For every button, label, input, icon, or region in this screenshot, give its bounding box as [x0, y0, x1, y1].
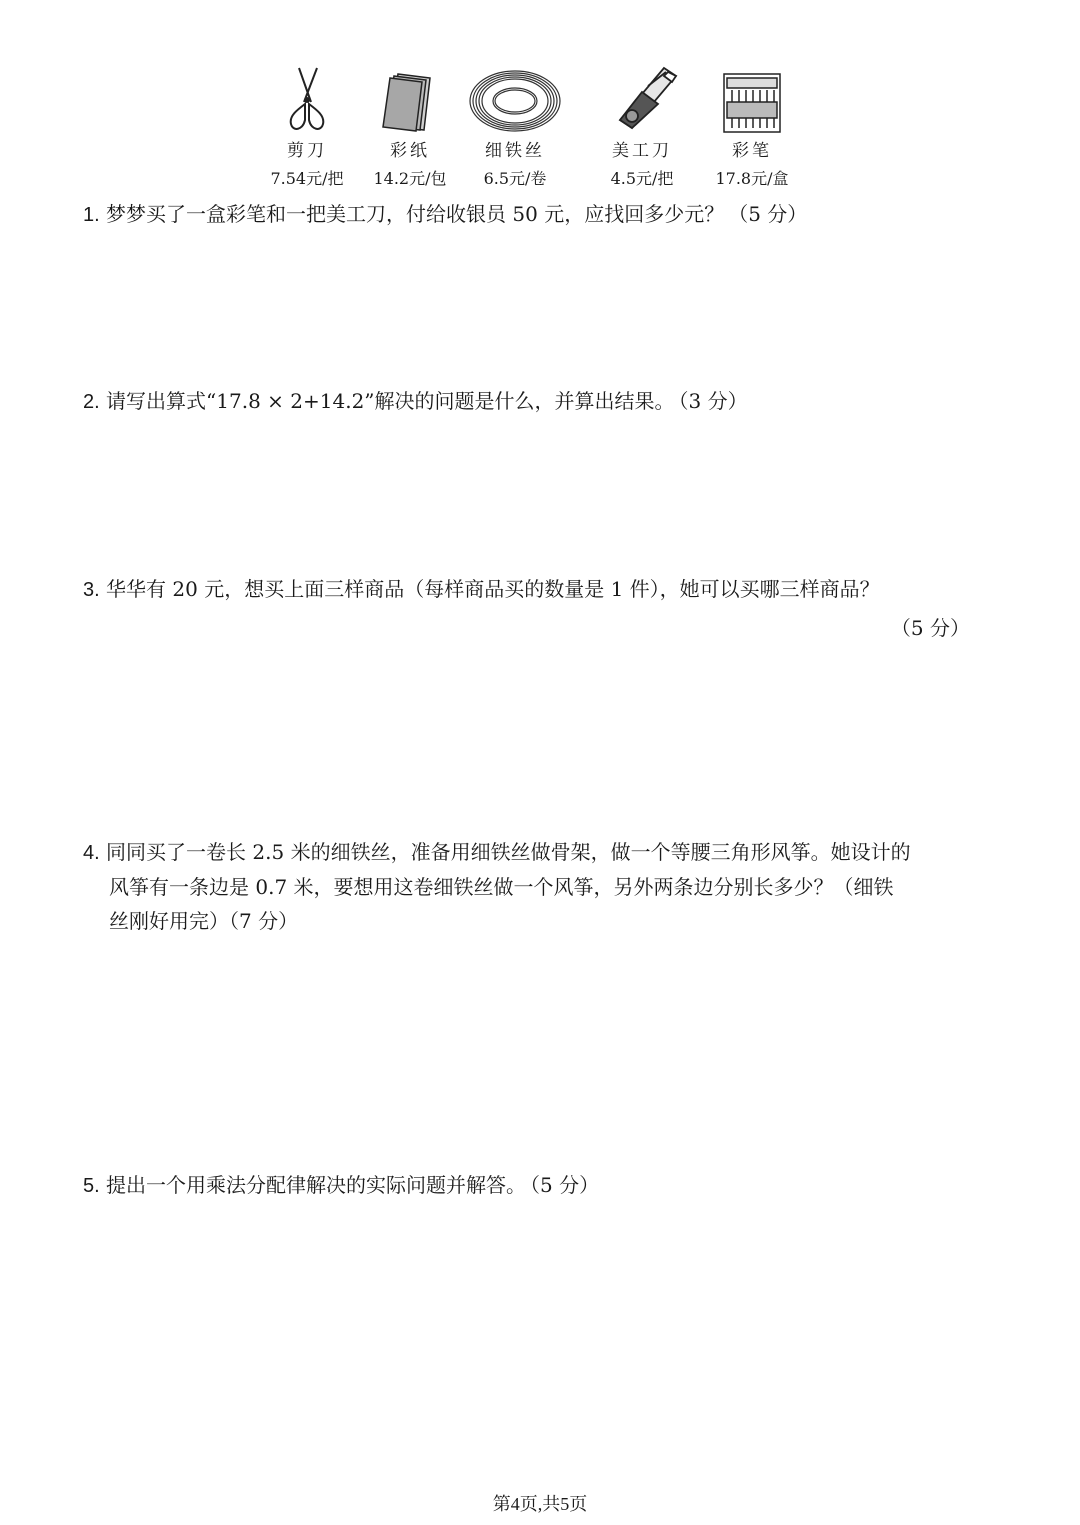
product-price: 6.5元/卷: [483, 169, 547, 188]
question-text-line-3: 丝刚好用完）（7 分）: [109, 909, 299, 933]
question-5: [83, 1168, 983, 1203]
question-number: 2.: [83, 391, 100, 413]
wire-coil-icon: [460, 62, 570, 134]
question-number: 1.: [83, 204, 100, 226]
product-color-pens: [697, 62, 807, 188]
question-score: （3 分）: [678, 389, 748, 413]
product-name: 美工刀: [612, 141, 672, 161]
product-utility-knife: [587, 62, 697, 188]
question-text: 梦梦买了一盒彩笔和一把美工刀，付给收银员 50 元，应找回多少元？: [106, 202, 725, 226]
product-price-row: [0, 0, 1080, 200]
product-colored-paper: [355, 62, 465, 188]
product-price: 7.54元/把: [270, 169, 344, 188]
utility-knife-icon: [587, 62, 697, 134]
paper-stack-icon: [355, 62, 465, 134]
product-name: 彩纸: [390, 141, 430, 161]
product-name: 细铁丝: [485, 141, 545, 161]
question-3: [83, 572, 983, 607]
product-price: 17.8元/盒: [715, 169, 789, 188]
question-text: 请写出算式“17.8 × 2+14.2”解决的问题是什么，并算出结果。: [106, 389, 675, 413]
product-name: 剪刀: [287, 141, 327, 161]
question-3-score: （5 分）: [890, 616, 970, 640]
scissors-icon: [252, 62, 362, 134]
question-score: （5 分）: [728, 202, 808, 226]
product-iron-wire: [460, 62, 570, 188]
page-footer: 第4页,共5页: [492, 1494, 588, 1514]
question-number: 3.: [83, 579, 100, 601]
question-text: 华华有 20 元，想买上面三样商品（每样商品买的数量是 1 件），她可以买哪三样商品？: [106, 577, 880, 601]
question-number: 5.: [83, 1175, 100, 1197]
question-4: [83, 835, 983, 938]
question-text-line-2: 风筝有一条边是 0.7 米，要想用这卷细铁丝做一个风筝，另外两条边分别长多少？（细铁: [109, 875, 894, 899]
question-text-line-1: 同同买了一卷长 2.5 米的细铁丝，准备用细铁丝做骨架，做一个等腰三角形风筝。她设计的: [106, 840, 911, 864]
question-1: [83, 197, 983, 232]
question-score: （5 分）: [530, 1173, 600, 1197]
question-2: [83, 384, 983, 419]
question-number: 4.: [83, 842, 100, 864]
product-name: 彩笔: [732, 141, 772, 161]
product-price: 4.5元/把: [610, 169, 674, 188]
product-price: 14.2元/包: [373, 169, 447, 188]
product-scissors: [252, 62, 362, 188]
color-pens-icon: [697, 62, 807, 134]
question-text: 提出一个用乘法分配律解决的实际问题并解答。: [106, 1173, 527, 1197]
